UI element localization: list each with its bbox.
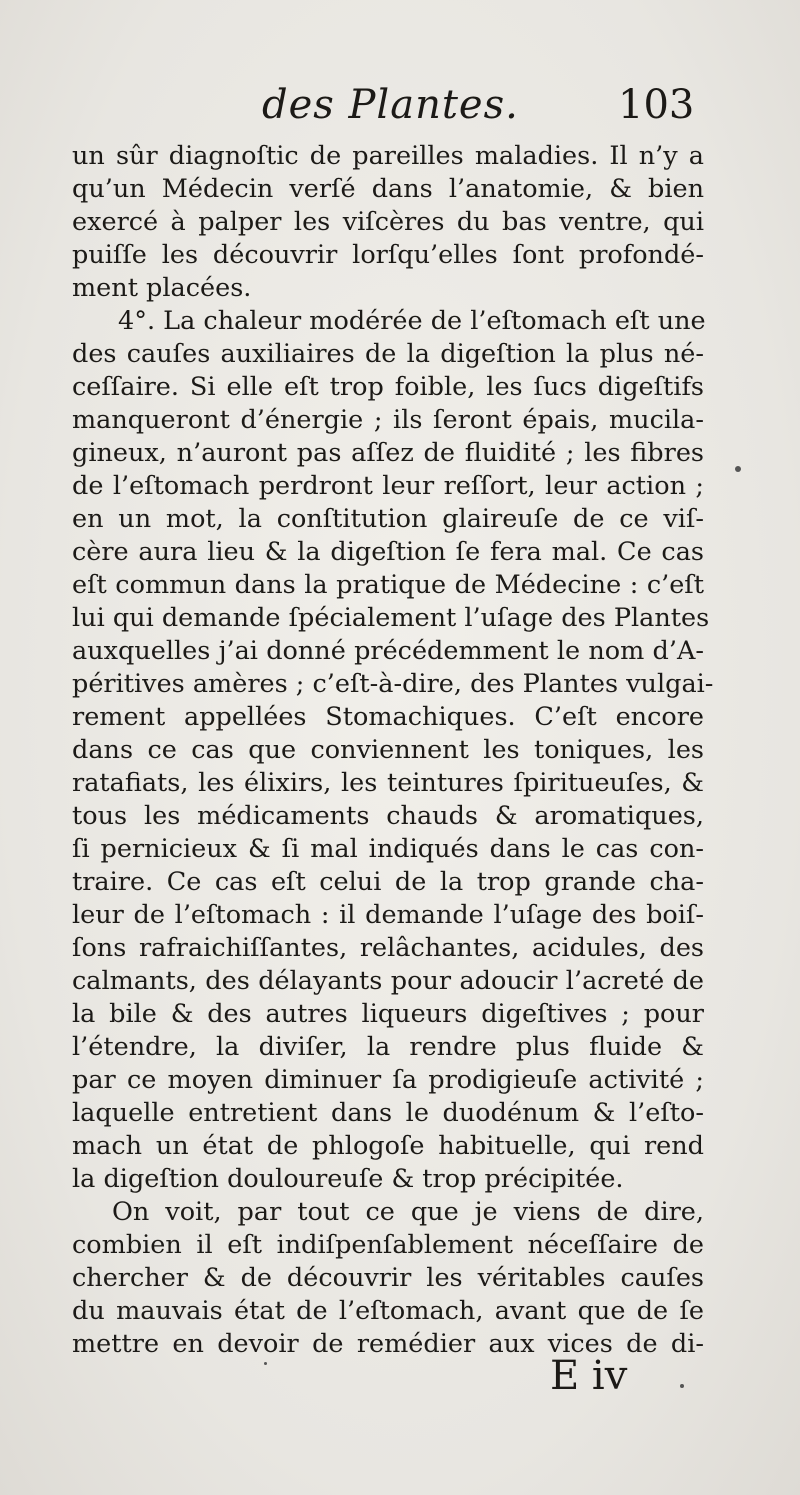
text-line: de l’eſtomach perdront leur reſſort, leur action ; (72, 471, 704, 501)
text-line: ſons rafraichiſſantes, relâchantes, acidules, des (72, 933, 704, 963)
text-line: lui qui demande ſpécialement l’uſage des Plantes (72, 603, 710, 633)
page-number: 103 (618, 82, 695, 128)
text-line: la digeſtion douloureuſe & trop précipitée. (72, 1164, 624, 1194)
text-line: On voit, par tout ce que je viens de dire, (112, 1197, 704, 1227)
text-line: leur de l’eſtomach : il demande l’uſage des boiſ- (72, 900, 704, 930)
text-line: du mauvais état de l’eſtomach, avant que de ſe (72, 1296, 704, 1326)
text-line: laquelle entretient dans le duodénum & l’eſto- (72, 1098, 704, 1128)
text-line: manqueront d’énergie ; ils ſeront épais, mucila- (72, 405, 704, 435)
text-line: en un mot, la conſtitution glaireuſe de ce viſ- (72, 504, 704, 534)
text-line: mettre en devoir de remédier aux vices de di- (72, 1329, 704, 1359)
text-line: qu’un Médecin verſé dans l’anatomie, & bien (72, 174, 704, 204)
signature-mark: E iv (550, 1353, 628, 1399)
text-line: gineux, n’auront pas aſſez de fluidité ; les fibres (72, 438, 704, 468)
text-line: un sûr diagnoſtic de pareilles maladies. Il n’y a (72, 141, 704, 171)
text-line: auxquelles j’ai donné précédemment le nom d’A- (72, 636, 704, 666)
text-line: puiſſe les découvrir lorſqu’elles ſont profondé- (72, 240, 704, 270)
ink-speck (735, 466, 741, 472)
text-line: des cauſes auxiliaires de la digeſtion la plus né- (72, 339, 704, 369)
ink-speck (264, 1362, 267, 1365)
text-line: par ce moyen diminuer ſa prodigieuſe activité ; (72, 1065, 704, 1095)
text-line: exercé à palper les viſcères du bas ventre, qui (72, 207, 704, 237)
ink-speck (680, 1384, 684, 1388)
text-line: tous les médicaments chauds & aromatiques, (72, 801, 704, 831)
text-line: l’étendre, la diviſer, la rendre plus fluide & (72, 1032, 704, 1062)
text-line: rement appellées Stomachiques. C’eſt encore (72, 702, 704, 732)
text-line: combien il eſt indiſpenſablement néceſſaire de (72, 1230, 704, 1260)
text-line: calmants, des délayants pour adoucir l’acreté de (72, 966, 704, 996)
text-line: ceſſaire. Si elle eſt trop foible, les ſucs digeſtifs (72, 372, 704, 402)
text-line: cère aura lieu & la digeſtion ſe fera mal. Ce cas (72, 537, 704, 567)
text-line: la bile & des autres liqueurs digeſtives ; pour (72, 999, 704, 1029)
running-title: des Plantes. (262, 82, 519, 128)
page-header (0, 82, 800, 138)
text-line: ſi pernicieux & ſi mal indiqués dans le cas con- (72, 834, 704, 864)
text-line: ment placées. (72, 273, 252, 303)
text-line: chercher & de découvrir les véritables cauſes (72, 1263, 704, 1293)
text-line: dans ce cas que conviennent les toniques, les (72, 735, 704, 765)
text-line: péritives amères ; c’eſt-à-dire, des Plantes vulgai- (72, 669, 714, 699)
text-line: traire. Ce cas eſt celui de la trop grande cha- (72, 867, 704, 897)
text-line: mach un état de phlogoſe habituelle, qui rend (72, 1131, 704, 1161)
text-line: eſt commun dans la pratique de Médecine : c’eſt (72, 570, 704, 600)
text-line: ratafiats, les élixirs, les teintures ſpiritueuſes, & (72, 768, 704, 798)
body-text (72, 140, 714, 1361)
text-line: 4°. La chaleur modérée de l’eſtomach eſt une (118, 306, 706, 336)
